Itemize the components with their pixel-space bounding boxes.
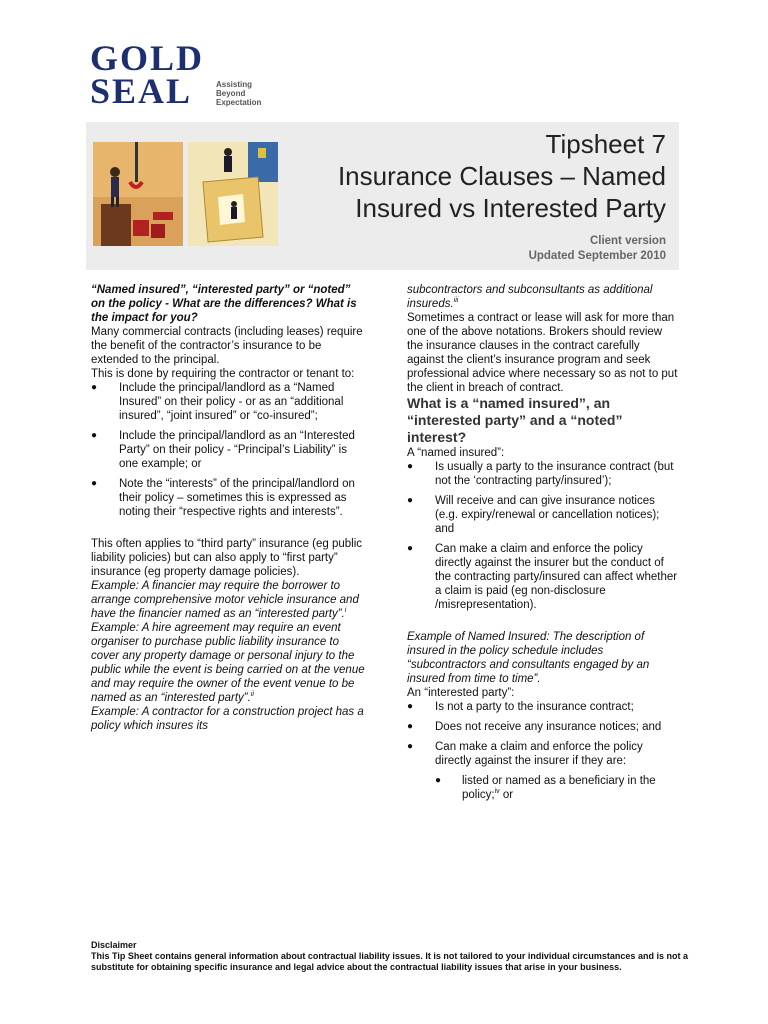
right-column <box>407 283 679 820</box>
footnote-marker: ii <box>250 691 254 699</box>
list-item <box>91 429 366 471</box>
list-item <box>407 700 679 714</box>
bullet-icon: ● <box>407 741 414 752</box>
bullet-icon: ● <box>407 495 414 506</box>
version-info <box>529 234 666 264</box>
disclaimer-text: This Tip Sheet contains general information about contractual liability issues. It is not tailored to your individual circumstances and is not a substitute for obtaining specific insurance and legal advice about the contractual liability issues that arise in your business. <box>91 951 688 972</box>
logo-line-1: GOLD <box>90 38 205 78</box>
list-item-text: Note the “interests” of the principal/landlord on their policy – sometimes this is expressed as noting their “respective rights and interests”. <box>119 478 355 518</box>
example-continued <box>407 283 679 311</box>
gold-seal-logo <box>90 38 290 111</box>
title-line: Tipsheet 7 <box>545 129 666 159</box>
list-item-text: Does not receive any insurance notices; and <box>435 721 662 733</box>
footnote-marker: i <box>344 607 347 615</box>
list-item <box>91 381 366 423</box>
bullet-icon: ● <box>435 775 442 786</box>
bullet-list <box>91 381 366 519</box>
section-heading: What is a “named insured”, an “interested party” and a “noted” interest? <box>407 395 623 445</box>
example-paragraph <box>91 621 366 705</box>
client-version: Client version <box>589 235 666 247</box>
example-paragraph <box>91 579 366 621</box>
list-item-text: listed or named as a beneficiary in the policy; <box>462 775 656 801</box>
puzzle-worker-illustration <box>188 142 278 246</box>
bullet-icon: ● <box>91 430 98 441</box>
list-item-tail: or <box>499 789 514 801</box>
tagline-line: Expectation <box>216 98 262 107</box>
example-text: Example: A financier may require the borrower to arrange comprehensive motor vehicle insurance and have the financier named as an “interested party”. <box>91 580 359 620</box>
list-item-text: Is not a party to the insurance contract; <box>435 701 634 713</box>
list-item-text: Will receive and can give insurance notices (e.g. expiry/renewal or cancellation notices); and <box>435 495 660 535</box>
paragraph: A “named insured”: <box>407 447 505 459</box>
sub-list-item <box>407 774 679 802</box>
list-item <box>407 740 679 768</box>
list-item <box>407 494 679 536</box>
list-item-text: Include the principal/landlord as a “Named Insured” on their policy - or as an “additional insured”, “joint insured” or “co-insured”; <box>119 382 344 422</box>
bullet-icon: ● <box>407 543 414 554</box>
list-item-text: Can make a claim and enforce the policy directly against the insurer if they are: <box>435 741 643 767</box>
bullet-list <box>407 460 679 612</box>
left-column <box>91 283 366 733</box>
bullet-icon: ● <box>91 382 98 393</box>
tagline-line: Beyond <box>216 89 246 98</box>
updated-date: Updated September 2010 <box>528 250 666 262</box>
footnote-marker: iv <box>494 788 500 796</box>
example-text: subcontractors and subconsultants as additional insureds. <box>407 284 653 310</box>
tagline-line: Assisting <box>216 80 253 89</box>
bullet-icon: ● <box>91 478 98 489</box>
list-item-text: Include the principal/landlord as an “Interested Party” on their policy - “Principal’s Liability” is one example; or <box>119 430 355 470</box>
worker-crane-illustration <box>93 142 183 246</box>
footnote-marker: iii <box>453 297 459 305</box>
paragraph: An “interested party”: <box>407 687 515 699</box>
list-item <box>91 477 366 519</box>
paragraph: This often applies to “third party” insurance (eg public liability policies) but can also apply to “first party” insurance (eg property damage policies). <box>91 538 363 578</box>
bullet-list <box>407 700 679 802</box>
list-item-text: Can make a claim and enforce the policy directly against the insurer but the conduct of the contracting party/insured can affect whether a claim is paid (eg non-disclosure /misrepresentation). <box>435 543 678 611</box>
bullet-icon: ● <box>407 701 414 712</box>
list-item <box>407 720 679 734</box>
example-paragraph: Example: A contractor for a construction project has a policy which insures its <box>91 706 364 732</box>
disclaimer <box>91 940 691 973</box>
paragraph: This is done by requiring the contractor or tenant to: <box>91 368 355 380</box>
logo-line-2: SEAL <box>90 71 193 111</box>
title-line: Insured vs Interested Party <box>355 193 666 223</box>
paragraph: Sometimes a contract or lease will ask for more than one of the above notations. Brokers should review the insurance clauses in the contract carefully against the client’s insurance program and seek professional advice where necessary so as not to put the client in breach of contract. <box>407 312 678 394</box>
page-title <box>338 128 666 224</box>
lead-question: “Named insured”, “interested party” or “noted” on the policy - What are the differences? What is the impact for you? <box>91 284 357 324</box>
example-text: Example: A hire agreement may require an event organiser to purchase public liability insurance to cover any property damage or personal injury to the public while the event is being carried on at the venue and may require the owner of the event venue to be named as an “interested party”. <box>91 622 365 704</box>
bullet-icon: ● <box>407 461 414 472</box>
list-item-text: Is usually a party to the insurance contract (but not the ‘contracting party/insured’); <box>435 461 674 487</box>
title-line: Insurance Clauses – Named <box>337 161 666 191</box>
disclaimer-title: Disclaimer <box>91 940 137 950</box>
list-item <box>407 460 679 488</box>
example-paragraph: Example of Named Insured: The description of insured in the policy schedule includes “subcontractors and consultants engaged by an insured from time to time”. <box>407 631 650 685</box>
list-item <box>407 542 679 612</box>
paragraph: Many commercial contracts (including leases) require the benefit of the contractor’s insurance to be extended to the principal. <box>91 326 363 366</box>
logo-tagline <box>216 80 261 107</box>
bullet-icon: ● <box>407 721 414 732</box>
